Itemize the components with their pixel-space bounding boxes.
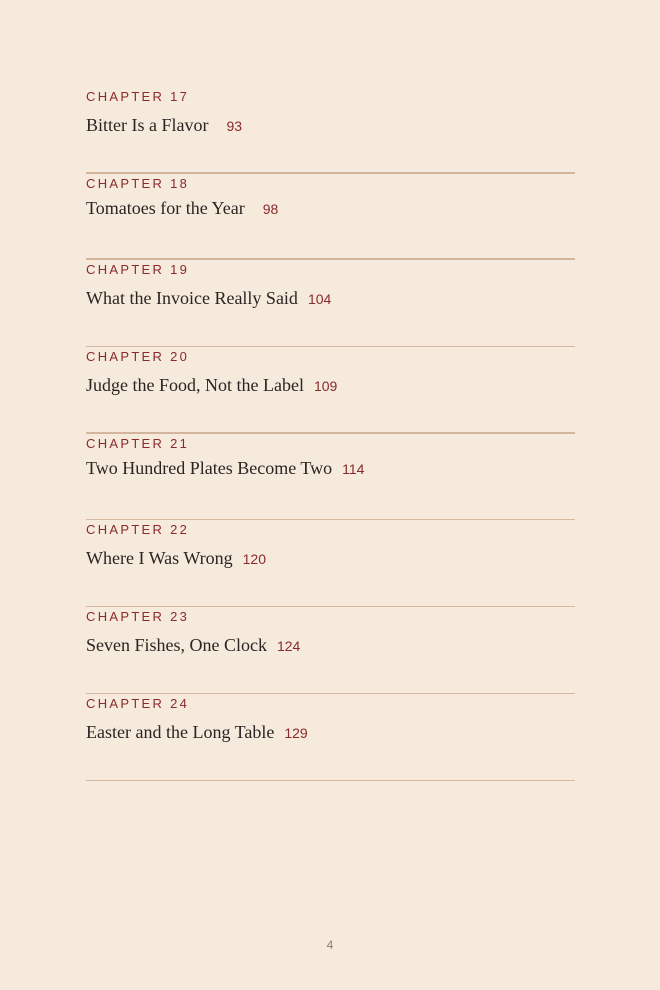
chapter-label: CHAPTER 22 — [86, 522, 190, 538]
toc-entry-chapter-19[interactable] — [86, 260, 575, 347]
page-number: 98 — [262, 200, 279, 217]
page-number: 120 — [242, 551, 266, 568]
table-of-contents — [86, 87, 575, 781]
chapter-label: CHAPTER 17 — [86, 89, 190, 104]
chapter-title-line — [86, 114, 575, 136]
toc-entry-chapter-21[interactable] — [86, 434, 575, 521]
toc-entry-chapter-24[interactable] — [86, 694, 575, 781]
chapter-title-line — [86, 721, 575, 743]
toc-entry-chapter-17[interactable] — [86, 87, 575, 174]
chapter-title-line — [86, 547, 575, 569]
chapter-title-line — [86, 457, 575, 479]
chapter-title: Tomatoes for the Year — [86, 197, 245, 218]
chapter-label: CHAPTER 20 — [86, 349, 190, 365]
page-number: 93 — [226, 118, 243, 134]
page-number: 114 — [342, 460, 365, 477]
chapter-label: CHAPTER 21 — [86, 435, 190, 451]
chapter-title: Judge the Food, Not the Label — [86, 375, 304, 396]
toc-entry-chapter-23[interactable] — [86, 607, 575, 694]
toc-entry-chapter-20[interactable] — [86, 347, 575, 434]
chapter-title: Where I Was Wrong — [86, 548, 233, 569]
page-number: 124 — [276, 638, 301, 655]
page-number: 129 — [284, 724, 308, 741]
chapter-title-line — [86, 634, 575, 656]
chapter-title-line — [86, 287, 575, 309]
chapter-title-line — [86, 374, 575, 396]
toc-entry-chapter-22[interactable] — [86, 520, 575, 607]
chapter-title: Two Hundred Plates Become Two — [86, 457, 333, 478]
page-number: 109 — [313, 378, 338, 395]
chapter-title: Seven Fishes, One Clock — [86, 635, 267, 656]
chapter-label: CHAPTER 18 — [86, 175, 190, 191]
chapter-label: CHAPTER 19 — [86, 262, 190, 278]
page-folio: 4 — [326, 938, 334, 952]
chapter-label: CHAPTER 23 — [86, 609, 190, 625]
chapter-label: CHAPTER 24 — [86, 695, 190, 711]
page-number: 104 — [307, 291, 332, 308]
chapter-title: Easter and the Long Table — [86, 721, 275, 742]
chapter-title-line — [86, 197, 575, 219]
chapter-title: What the Invoice Really Said — [86, 288, 298, 309]
chapter-title: Bitter Is a Flavor — [86, 115, 209, 135]
toc-entry-chapter-18[interactable] — [86, 174, 575, 261]
